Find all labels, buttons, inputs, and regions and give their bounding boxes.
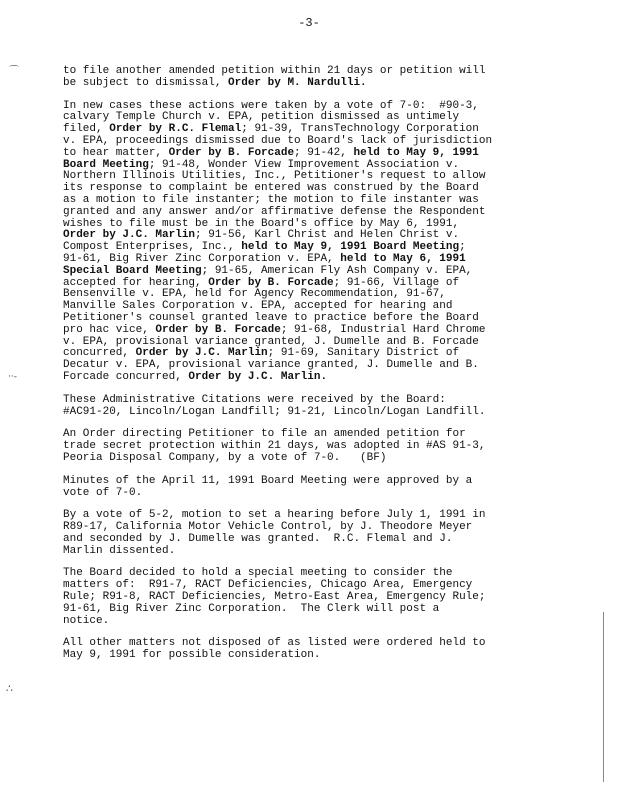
text-run: Compost Enterprises, Inc., [63, 241, 242, 254]
text-run: 91-61, Big River Zinc Corporation. The Clerk will post a [63, 602, 440, 615]
text-run: R89-17, California Motor Vehicle Control, by J. Theodore Meyer [63, 521, 473, 534]
text-run: matters of: R91-7, RACT Deficiencies, Chicago Area, Emergency [63, 579, 473, 592]
text-run: 91-61, Big River Zinc Corporation v. EPA, [63, 252, 341, 265]
text-run: All other matters not disposed of as listed were ordered held to [63, 637, 486, 650]
text-run: filed, [63, 123, 110, 136]
text-line [63, 407, 567, 419]
paragraph [63, 101, 567, 384]
text-line [63, 546, 567, 558]
text-run: be subject to dismissal, [63, 76, 229, 89]
text-line [63, 604, 567, 616]
text-line [63, 453, 567, 465]
text-run: Forcade concurred, [63, 370, 189, 383]
text-run: trade secret protection within 21 days, was adopted in #AS 91-3, [63, 440, 486, 453]
text-run: By a vote of 5-2, motion to set a hearing before July 1, 1991 in [63, 509, 486, 522]
bold-text-run: Order by M. Nardulli. [228, 76, 367, 89]
text-run: Petitioner's counsel granted leave to practice before the Board [63, 311, 479, 324]
bold-text-run: Special Board Meeting [63, 264, 202, 277]
paragraph [63, 638, 567, 662]
text-run: ; [459, 241, 466, 254]
text-run: granted and any answer and/or affirmative defense the Respondent [63, 205, 486, 218]
document-body [63, 66, 567, 673]
bold-text-run: Order by J.C. Marlin [135, 347, 268, 360]
text-line [63, 372, 567, 384]
text-line [63, 488, 567, 500]
text-run: These Administrative Citations were received by the Board: [63, 393, 446, 406]
bold-text-run: Order by B. Forcade [155, 323, 281, 336]
text-run: Rule; R91-8, RACT Deficiencies, Metro-East Area, Emergency Rule; [63, 591, 486, 604]
text-run: vote of 7-0. [63, 486, 143, 499]
text-run: v. EPA, provisional variance granted, J. Dumelle and B. Forcade [63, 335, 479, 348]
bold-text-run: held to May 9, 1991 [353, 146, 479, 159]
margin-mark: ∴ [6, 682, 12, 695]
bold-text-run: Order by B. Forcade [208, 276, 334, 289]
text-run: to hear matter, [63, 146, 169, 159]
bold-text-run: Order by J.C. Marlin [63, 229, 196, 242]
paragraph [63, 568, 567, 627]
bold-text-run: held to May 9, 1991 Board Meeting [241, 241, 460, 254]
text-run: Decatur v. EPA, provisional variance granted, J. Dumelle and B. [63, 359, 479, 372]
bold-text-run: held to May 6, 1991 [340, 252, 466, 265]
bold-text-run: Order by J.C. Marlin. [188, 370, 328, 383]
bold-text-run: Order by B. Forcade [168, 146, 295, 159]
text-run: ; 91-39, TransTechnology Corporation [241, 123, 479, 136]
text-run: ; 91-48, Wonder View Improvement Association v. [148, 158, 460, 171]
text-run: Minutes of the April 11, 1991 Board Meeting were approved by a [63, 474, 473, 487]
text-run: ; 91-68, Industrial Hard Chrome [280, 323, 486, 336]
text-run: ; 91-66, Village of [333, 276, 460, 289]
text-run: In new cases these actions were taken by a vote of 7-0: #90-3, [63, 99, 479, 112]
text-line [63, 616, 567, 628]
text-run: to file another amended petition within 21 days or petition will [63, 65, 486, 77]
text-run: wishes to file must be in the Board's office by May 6, 1991, [63, 217, 460, 230]
margin-mark: ··‐ [8, 372, 17, 382]
text-run: An Order directing Petitioner to file an amended petition for [63, 428, 466, 441]
text-run: its response to complaint be entered was construed by the Board [63, 182, 479, 195]
text-run: The Board decided to hold a special meeting to consider the [63, 567, 453, 580]
text-run: Peoria Disposal Company, by a vote of 7-0. (BF) [63, 451, 387, 464]
right-edge-line [603, 612, 604, 782]
paragraph [63, 66, 567, 90]
text-run: concurred, [63, 347, 136, 360]
paragraph [63, 429, 567, 464]
text-run: v. EPA, proceedings dismissed due to Board's lack of jurisdiction [63, 134, 493, 147]
text-run: May 9, 1991 for possible consideration. [63, 649, 321, 662]
margin-mark: ⌒ [9, 66, 19, 77]
bold-text-run: Order by R.C. Flemal [109, 123, 242, 136]
text-run: Manville Sales Corporation v. EPA, accepted for hearing and [63, 300, 453, 313]
text-run: ; 91-69, Sanitary District of [267, 347, 460, 360]
text-run: notice. [63, 614, 110, 627]
text-run: pro hac vice, [63, 323, 156, 336]
text-run: Bensenville v. EPA, held for Agency Recommendation, 91-67, [63, 288, 446, 301]
bold-text-run: Board Meeting [63, 158, 149, 171]
text-run: ; 91-65, American Fly Ash Company v. EPA, [201, 264, 473, 277]
text-run: as a motion to file instanter; the motion to file instanter was [63, 193, 479, 206]
text-run: ; 91-56, Karl Christ and Helen Christ v. [195, 229, 460, 242]
paragraph [63, 395, 567, 419]
text-run: accepted for hearing, [63, 276, 209, 289]
text-run: Marlin dissented. [63, 544, 176, 557]
page-number: -3- [298, 16, 320, 30]
text-run: calvary Temple Church v. EPA, petition dismissed as untimely [63, 111, 460, 124]
text-run: ; 91-42, [294, 146, 354, 159]
paragraph [63, 476, 567, 500]
paragraph [63, 510, 567, 557]
text-run: and seconded by J. Dumelle was granted. R.C. Flemal and J. [63, 532, 453, 545]
text-run: #AC91-20, Lincoln/Logan Landfill; 91-21, Lincoln/Logan Landfill. [63, 405, 486, 418]
text-line [63, 650, 567, 662]
text-run: Northern Illinois Utilities, Inc., Petitioner's request to allow [63, 170, 486, 183]
text-line [63, 78, 567, 90]
